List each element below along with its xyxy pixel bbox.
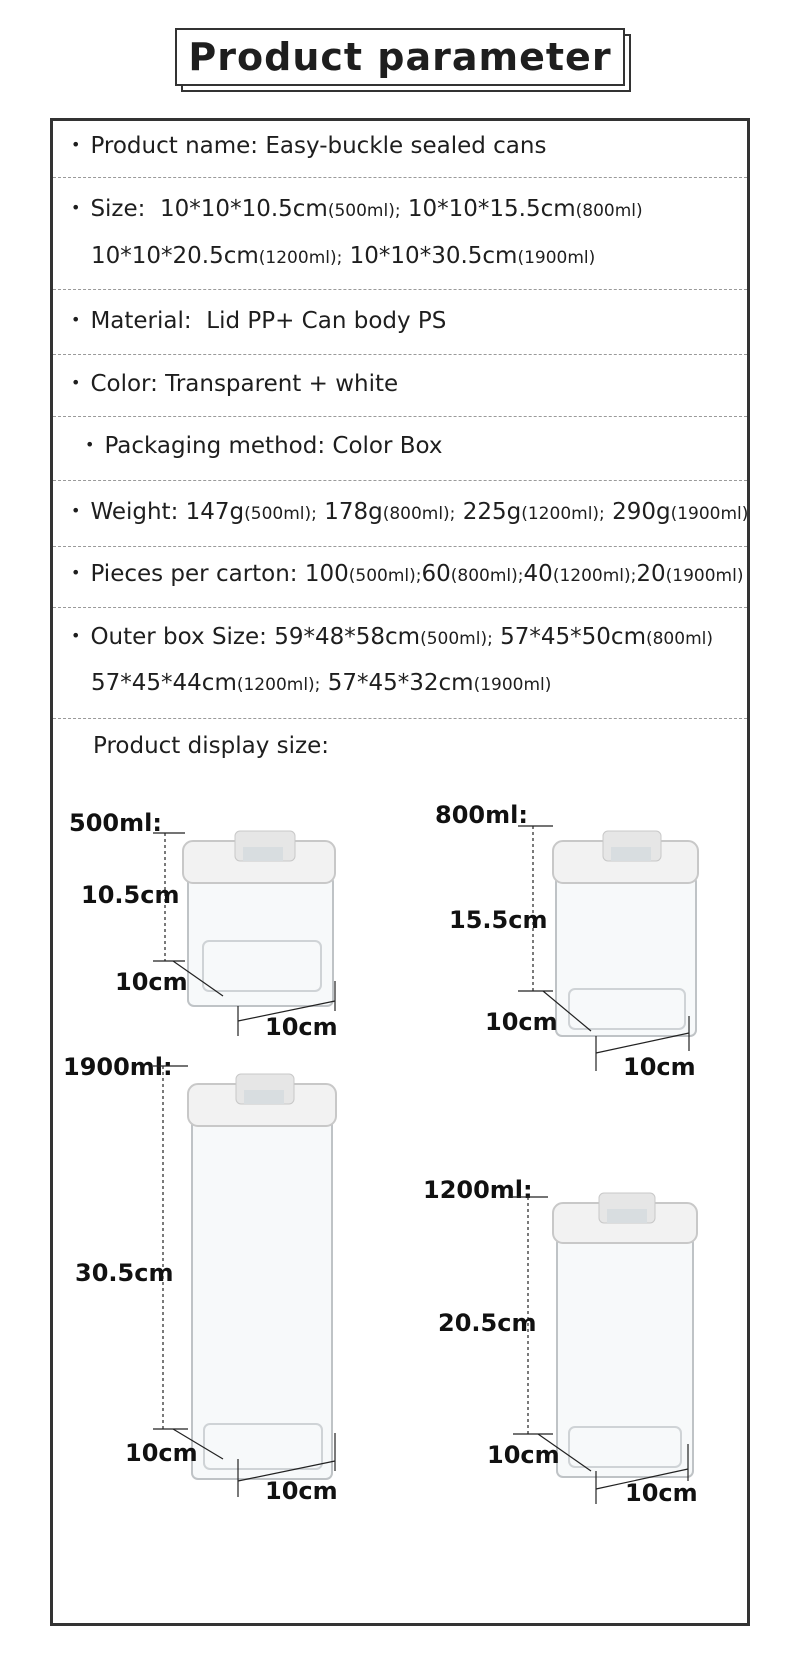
param-row-weight: [53, 481, 747, 547]
param-value: 290g: [612, 499, 671, 525]
width-1900ml-label: 10cm: [265, 1477, 338, 1505]
param-sub: (1900ml): [665, 566, 744, 586]
param-value: 147g: [185, 499, 245, 525]
height-1900ml-label: 30.5cm: [75, 1259, 174, 1287]
param-value: 10*10*10.5cm: [160, 196, 328, 222]
bullet-icon: •: [71, 135, 81, 154]
param-sub: (1200ml);: [521, 504, 605, 524]
param-value: 10*10*20.5cm: [91, 243, 259, 269]
param-value: 20: [636, 561, 666, 587]
param-label: Material:: [90, 308, 192, 334]
param-value: 178g: [324, 499, 383, 525]
param-value: 57*45*32cm: [327, 670, 474, 696]
param-value: 225g: [462, 499, 522, 525]
bullet-icon: •: [85, 435, 95, 454]
param-sub: (800ml): [575, 201, 643, 221]
param-sub: (1200ml);: [258, 248, 343, 268]
capacity-1200ml-label: 1200ml:: [423, 1176, 533, 1204]
param-row-color: [53, 355, 747, 417]
depth-800ml-label: 10cm: [485, 1008, 558, 1036]
param-label: Outer box Size:: [90, 624, 267, 650]
bullet-icon: •: [71, 198, 81, 217]
param-value: Easy-buckle sealed cans: [265, 133, 547, 159]
width-500ml-label: 10cm: [265, 1013, 338, 1041]
param-row-size: [53, 178, 747, 290]
param-value: 40: [523, 561, 553, 587]
param-row-material: [53, 290, 747, 355]
param-sub: (800ml);: [382, 504, 456, 524]
depth-1200ml-label: 10cm: [487, 1441, 560, 1469]
capacity-500ml-label: 500ml:: [69, 809, 162, 837]
param-value: Transparent + white: [165, 371, 399, 397]
param-value: Color Box: [332, 433, 443, 459]
param-label: Product name:: [90, 133, 259, 159]
title-banner: [175, 28, 625, 86]
param-value: 10*10*30.5cm: [349, 243, 518, 269]
param-sub: (500ml);: [420, 629, 493, 649]
width-1200ml-label: 10cm: [625, 1479, 698, 1507]
param-value: 100: [304, 561, 349, 587]
width-800ml-label: 10cm: [623, 1053, 696, 1081]
bullet-icon: •: [71, 373, 81, 392]
param-sub: (500ml);: [327, 201, 401, 221]
depth-1900ml-label: 10cm: [125, 1439, 198, 1467]
capacity-1900ml-label: 1900ml:: [63, 1053, 173, 1081]
param-sub: (500ml);: [244, 504, 317, 524]
depth-500ml-label: 10cm: [115, 968, 188, 996]
height-500ml-label: 10.5cm: [81, 881, 180, 909]
param-row-outer-box: [53, 608, 747, 719]
parameter-frame: [50, 118, 750, 1626]
param-sub: (500ml);: [348, 566, 422, 586]
display-size-heading: Product display size:: [93, 733, 329, 759]
param-value: 60: [421, 561, 451, 587]
dimension-lines-800ml: [473, 821, 733, 1081]
bullet-icon: •: [71, 626, 81, 645]
param-sub: (1900ml): [517, 248, 596, 268]
param-value: 57*45*44cm: [91, 670, 237, 696]
param-sub: (1200ml);: [552, 566, 637, 586]
param-value: Lid PP+ Can body PS: [206, 308, 447, 334]
bullet-icon: •: [71, 563, 81, 582]
param-row-pieces: [53, 547, 747, 608]
param-label: Packaging method:: [104, 433, 326, 459]
param-label: Weight:: [90, 499, 179, 525]
param-row-packaging: [53, 417, 747, 481]
param-label: Size:: [90, 196, 146, 222]
height-1200ml-label: 20.5cm: [438, 1309, 537, 1337]
param-value: 59*48*58cm: [274, 624, 421, 650]
param-sub: (1900ml): [473, 675, 552, 695]
param-sub: (1900ml): [670, 504, 749, 524]
param-label: Color:: [90, 371, 158, 397]
param-value: 10*10*15.5cm: [407, 196, 576, 222]
param-label: Pieces per carton:: [90, 561, 298, 587]
page-title: Product parameter: [175, 28, 625, 86]
bullet-icon: •: [71, 310, 81, 329]
height-800ml-label: 15.5cm: [449, 906, 548, 934]
param-sub: (1200ml);: [236, 675, 321, 695]
param-sub: (800ml);: [450, 566, 524, 586]
param-row-name: [53, 121, 747, 178]
param-value: 57*45*50cm: [500, 624, 646, 650]
bullet-icon: •: [71, 501, 81, 520]
capacity-800ml-label: 800ml:: [435, 801, 528, 829]
param-sub: (800ml): [645, 629, 713, 649]
